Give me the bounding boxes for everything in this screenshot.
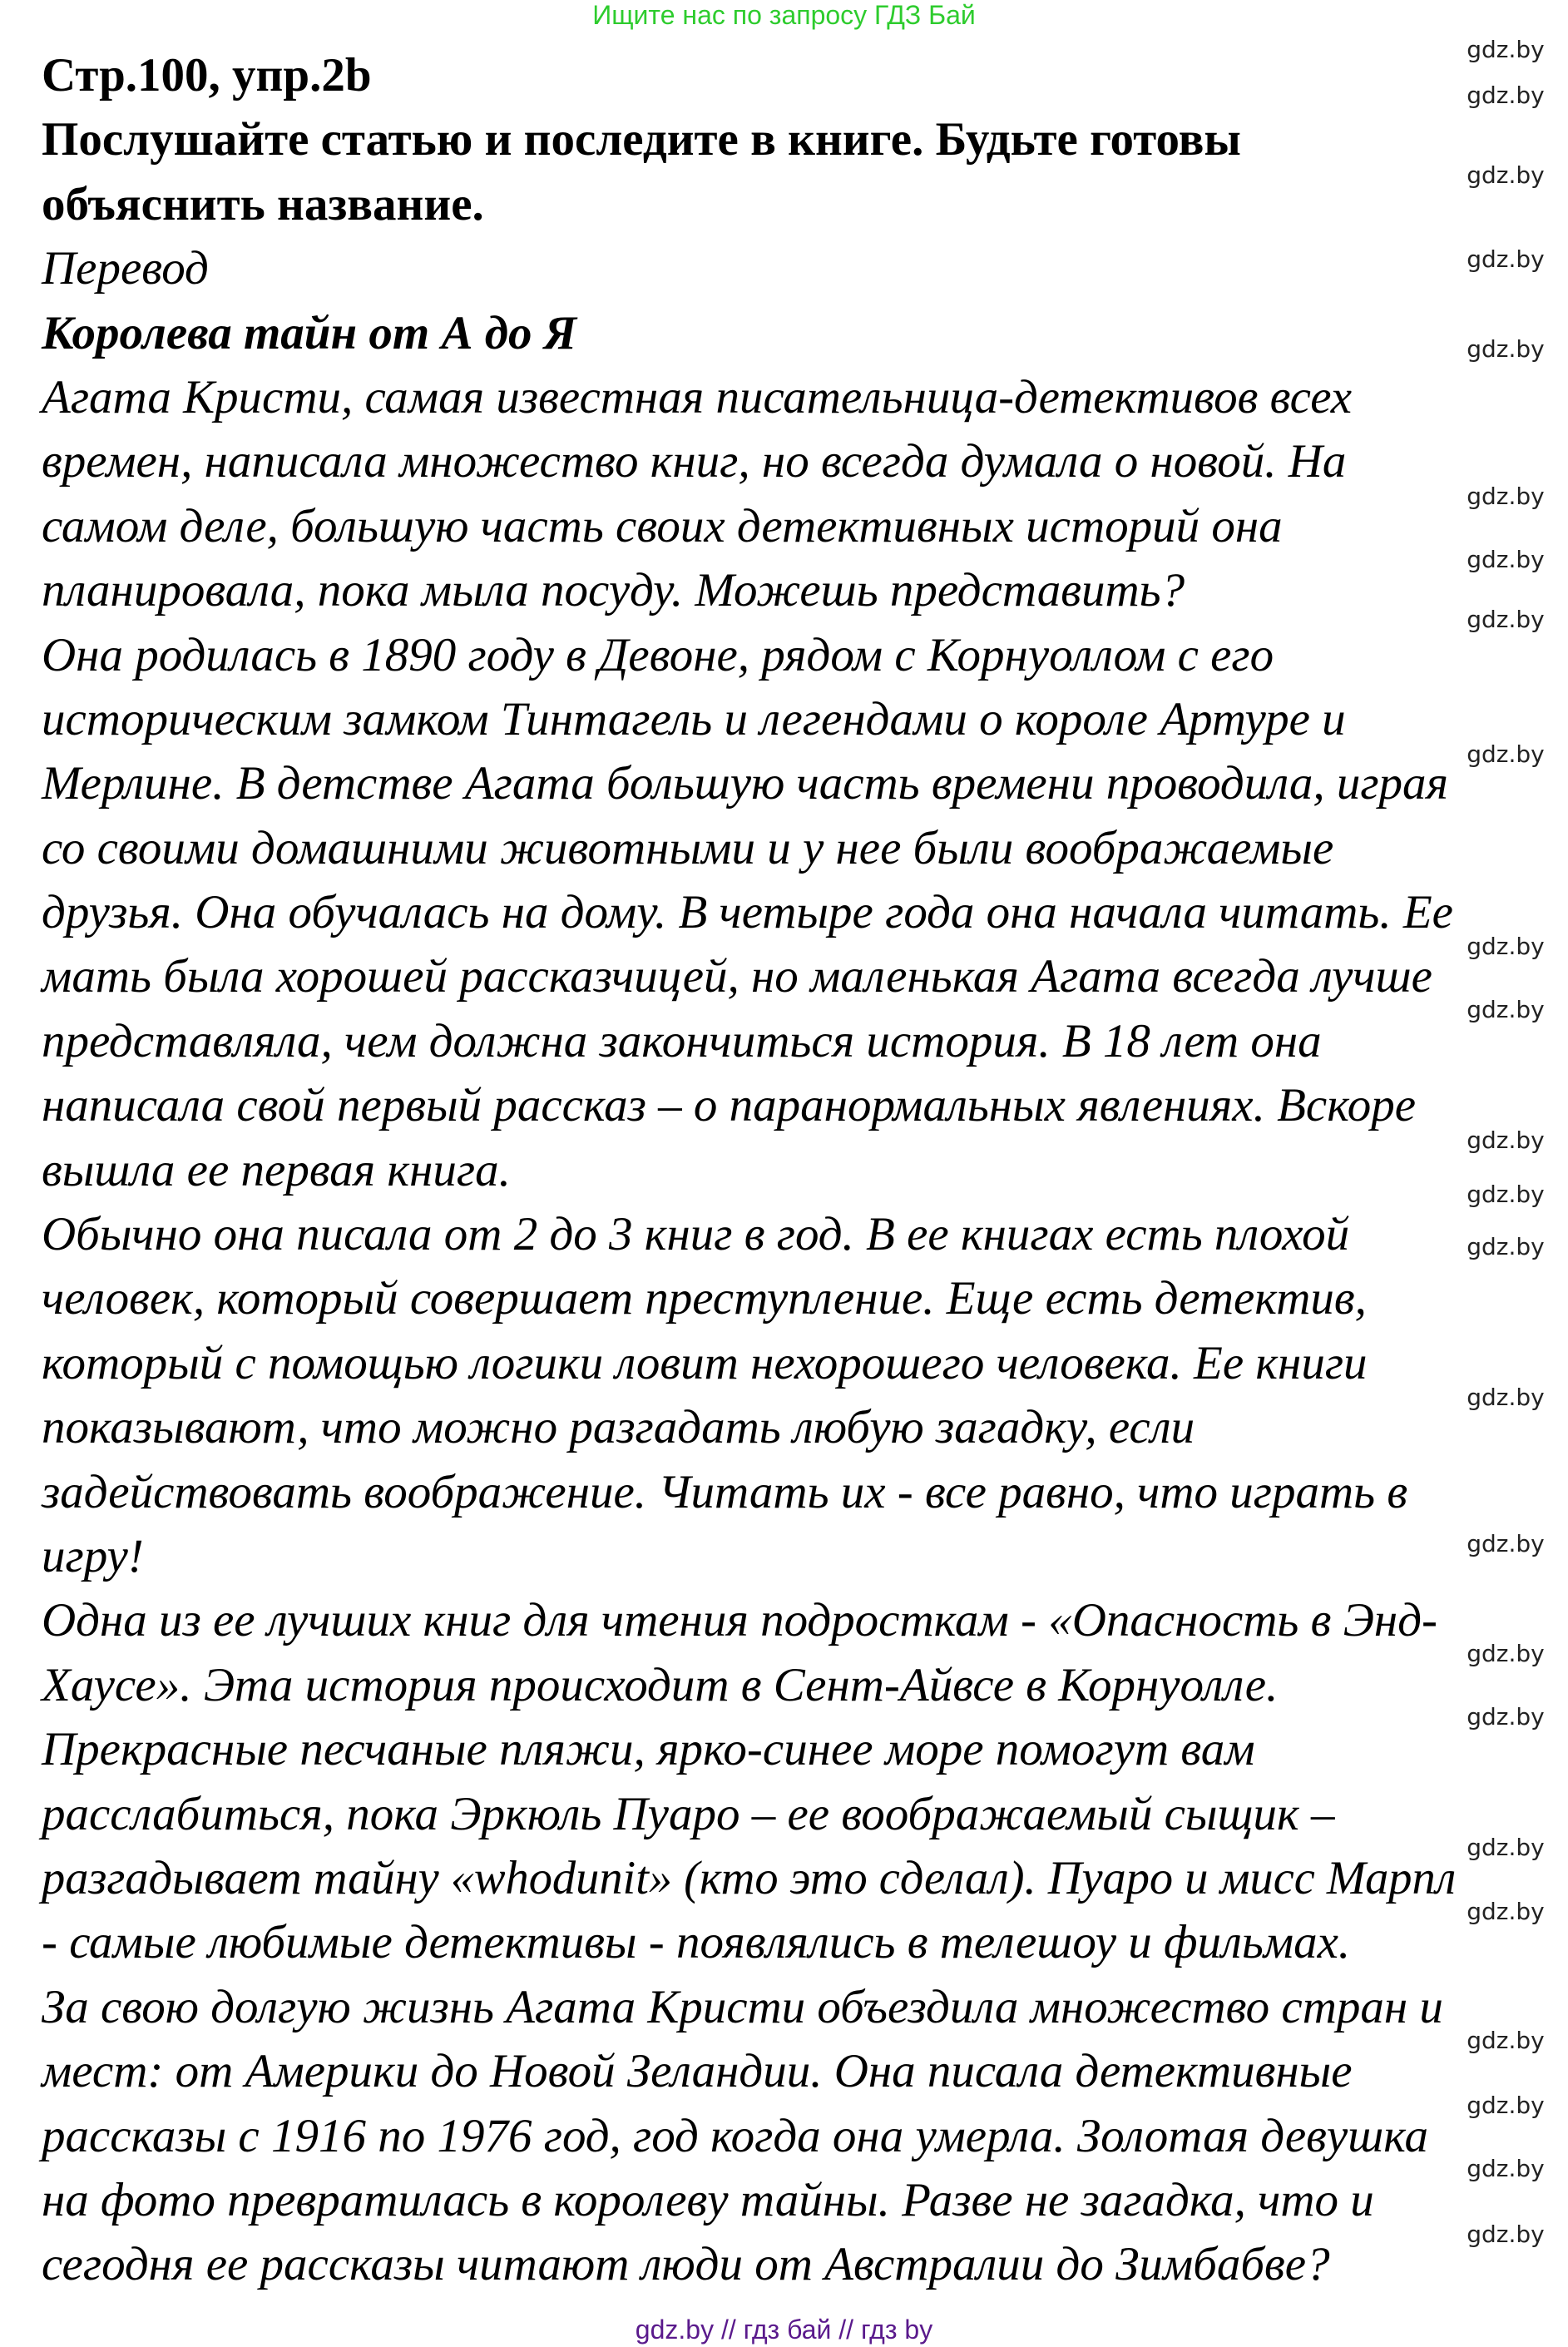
body-line: который с помощью логики ловит нехорошего человека. Ее книги <box>42 1336 1368 1389</box>
watermark: gdz.by <box>1467 335 1545 364</box>
watermark: gdz.by <box>1467 2092 1545 2119</box>
body-line: представляла, чем должна закончиться история. В 18 лет она <box>42 1014 1322 1067</box>
watermark: gdz.by <box>1467 1383 1545 1411</box>
watermark: gdz.by <box>1467 35 1545 63</box>
body-line: на фото превратилась в королеву тайны. Разве не загадка, что и <box>42 2173 1374 2226</box>
task-line: Послушайте статью и последите в книге. Будьте готовы <box>42 113 1241 166</box>
body-line: человек, который совершает преступление. Еще есть детектив, <box>42 1272 1367 1325</box>
body-line: - самые любимые детективы - появлялись в телешоу и фильмах. <box>42 1916 1351 1969</box>
watermark: gdz.by <box>1467 1126 1545 1155</box>
watermark: gdz.by <box>1467 933 1545 961</box>
task-line: объяснить название. <box>42 177 484 230</box>
watermark: gdz.by <box>1467 740 1545 769</box>
body-line: Обычно она писала от 2 до 3 книг в год. В ее книгах есть плохой <box>42 1208 1350 1261</box>
watermark: gdz.by <box>1467 1702 1545 1731</box>
page-title: Стр.100, упр.2b <box>42 49 372 102</box>
watermark: gdz.by <box>1467 245 1545 274</box>
watermark: gdz.by <box>1467 2154 1545 2182</box>
body-line: Хаусе». Эта история происходит в Сент-Айвсе в Корнуолле. <box>42 1658 1279 1711</box>
body-line: планировала, пока мыла посуду. Можешь представить? <box>42 564 1185 617</box>
article-body <box>42 365 1456 2297</box>
watermark: gdz.by <box>1467 606 1545 634</box>
watermark: gdz.by <box>1467 161 1545 190</box>
body-line: Прекрасные песчаные пляжи, ярко-синее море помогут вам <box>42 1723 1255 1776</box>
body-line: задействовать воображение. Читать их - все равно, что играть в <box>42 1465 1408 1518</box>
watermark: gdz.by <box>1467 82 1545 110</box>
body-line: со своими домашними животными и у нее были воображаемые <box>42 821 1334 874</box>
watermark: gdz.by <box>1467 1640 1545 1667</box>
watermark: gdz.by <box>1467 483 1545 511</box>
body-line: Она родилась в 1890 году в Девоне, рядом с Корнуоллом с его <box>42 628 1274 681</box>
footer-links: gdz.by // гдз бай // гдз by <box>635 2315 933 2345</box>
body-line: историческим замком Тинтагель и легендами о короле Артуре и <box>42 692 1346 745</box>
watermark: gdz.by <box>1467 1180 1545 1208</box>
watermark: gdz.by <box>1467 1530 1545 1558</box>
watermark: gdz.by <box>1467 1833 1545 1861</box>
body-line: самом деле, большую часть своих детективных историй она <box>42 499 1283 552</box>
top-banner: Ищите нас по запросу ГДЗ Бай <box>592 0 976 30</box>
body-line: За свою долгую жизнь Агата Кристи объездила множество стран и <box>42 1980 1443 2033</box>
body-line: сегодня ее рассказы читают люди от Австралии до Зимбабве? <box>42 2238 1330 2291</box>
body-line: показывают, что можно разгадать любую загадку, если <box>42 1401 1195 1454</box>
body-line: друзья. Она обучалась на дому. В четыре года она начала читать. Ее <box>42 886 1453 939</box>
body-line: расслабиться, пока Эркюль Пуаро – ее воображаемый сыщик – <box>42 1787 1335 1840</box>
watermark: gdz.by <box>1467 2221 1545 2249</box>
body-line: мать была хорошей рассказчицей, но маленькая Агата всегда лучше <box>42 950 1432 1003</box>
document-content <box>42 43 1456 2297</box>
watermark: gdz.by <box>1467 2027 1545 2055</box>
body-line: разгадывает тайну «whodunit» (кто это сделал). Пуаро и мисс Марпл <box>42 1851 1457 1904</box>
body-line: игру! <box>42 1529 144 1582</box>
watermark: gdz.by <box>1467 996 1545 1024</box>
body-line: Мерлине. В детстве Агата большую часть времени проводила, играя <box>42 757 1449 810</box>
body-line: мест: от Америки до Новой Зеландии. Она писала детективные <box>42 2045 1353 2098</box>
body-line: Агата Кристи, самая известная писательница-детективов всех <box>42 370 1353 423</box>
article-title: Королева тайн от А до Я <box>42 306 577 359</box>
body-line: Одна из ее лучших книг для чтения подросткам - «Опасность в Энд- <box>42 1594 1438 1647</box>
body-line: написала свой первый рассказ – о паранормальных явлениях. Вскоре <box>42 1079 1416 1132</box>
body-line: вышла ее первая книга. <box>42 1143 511 1196</box>
watermark: gdz.by <box>1467 1898 1545 1926</box>
body-line: времен, написала множество книг, но всегда думала о новой. На <box>42 435 1347 488</box>
watermark: gdz.by <box>1467 545 1545 573</box>
translation-label: Перевод <box>42 242 209 295</box>
watermark: gdz.by <box>1467 1233 1545 1261</box>
body-line: рассказы с 1916 по 1976 год, год когда она умерла. Золотая девушка <box>42 2109 1428 2162</box>
